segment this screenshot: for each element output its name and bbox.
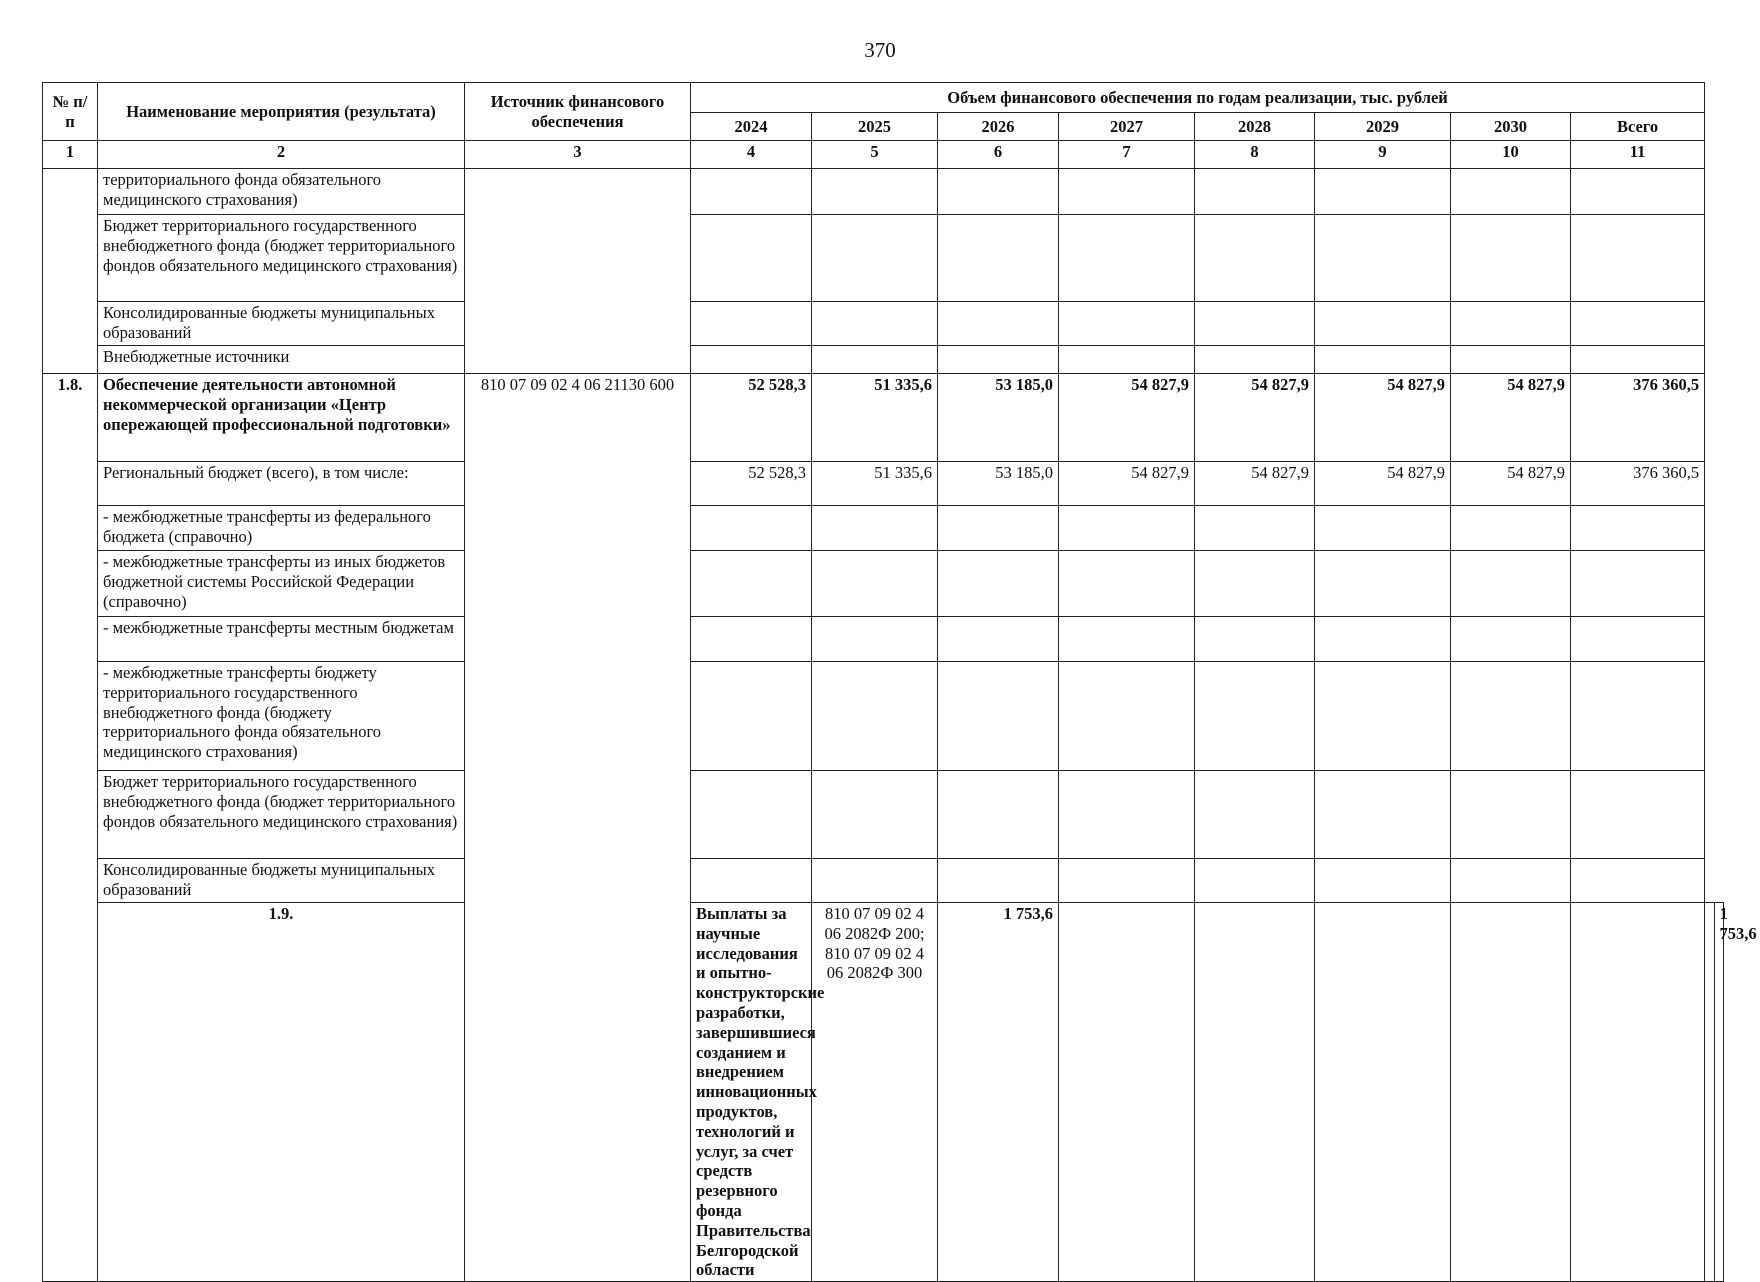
total-cell: 376 360,5 — [1571, 374, 1705, 462]
col-number: 11 — [1571, 141, 1705, 169]
col-header-name: Наименование мероприятия (результата) — [98, 83, 465, 141]
col-header-total: Всего — [1571, 113, 1705, 141]
row-label: Бюджет территориального государственного внебюджетного фонда (бюджет территориального фондов обязательного медицинского страхования) — [98, 215, 465, 302]
table-row — [43, 903, 1724, 1282]
row-label: Региональный бюджет (всего), в том числе: — [98, 462, 465, 506]
col-number: 5 — [812, 141, 938, 169]
value-cell: 52 528,3 — [691, 462, 812, 506]
col-header-year: 2030 — [1451, 113, 1571, 141]
row-label: Консолидированные бюджеты муниципальных образований — [98, 302, 465, 346]
value-cell: 53 185,0 — [938, 462, 1059, 506]
col-header-year: 2026 — [938, 113, 1059, 141]
col-header-year: 2025 — [812, 113, 938, 141]
table-row — [43, 462, 1724, 506]
item-source-line: 810 07 09 02 4 06 2082Ф 200; — [824, 904, 925, 943]
row-label: Бюджет территориального государственного внебюджетного фонда (бюджет территориального фондов обязательного медицинского страхования) — [98, 771, 465, 859]
table-row — [43, 617, 1724, 662]
col-header-year: 2028 — [1195, 113, 1315, 141]
value-cell: 51 335,6 — [812, 374, 938, 462]
value-cell: 54 827,9 — [1195, 374, 1315, 462]
index-cell-empty — [43, 169, 98, 374]
table-row — [43, 662, 1724, 771]
col-number: 4 — [691, 141, 812, 169]
col-header-year: 2027 — [1059, 113, 1195, 141]
value-cell: 54 827,9 — [1059, 374, 1195, 462]
col-header-volume: Объем финансового обеспечения по годам реализации, тыс. рублей — [691, 83, 1705, 113]
row-label: - межбюджетные трансферты бюджету территориального государственного внебюджетного фонда (бюджету территориального фонда обязательного медицинского страхования) — [98, 662, 465, 771]
item-index: 1.8. — [43, 374, 98, 1282]
table-row — [43, 506, 1724, 551]
col-number: 6 — [938, 141, 1059, 169]
col-header-source: Источник финансового обеспечения — [465, 83, 691, 141]
value-cell: 54 827,9 — [1315, 462, 1451, 506]
total-cell: 1 753,6 — [1714, 903, 1723, 1282]
item-source — [812, 903, 938, 1282]
row-label: территориального фонда обязательного медицинского страхования) — [98, 169, 465, 215]
col-number: 1 — [43, 141, 98, 169]
financing-table — [42, 82, 1757, 1282]
row-label: - межбюджетные трансферты местным бюджетам — [98, 617, 465, 662]
row-label: - межбюджетные трансферты из иных бюджетов бюджетной системы Российской Федерации (справочно) — [98, 551, 465, 617]
table-row — [43, 346, 1724, 374]
item-index: 1.9. — [98, 903, 465, 1282]
row-label: - межбюджетные трансферты из федерального бюджета (справочно) — [98, 506, 465, 551]
col-number: 10 — [1451, 141, 1571, 169]
value-cell: 54 827,9 — [1451, 374, 1571, 462]
value-cell: 54 827,9 — [1059, 462, 1195, 506]
value-cell: 51 335,6 — [812, 462, 938, 506]
page-number: 370 — [864, 38, 896, 62]
value-cell: 1 753,6 — [938, 903, 1059, 1282]
col-header-year: 2029 — [1315, 113, 1451, 141]
col-number: 8 — [1195, 141, 1315, 169]
value-cell: 52 528,3 — [691, 374, 812, 462]
col-number: 3 — [465, 141, 691, 169]
value-cell: 54 827,9 — [1315, 374, 1451, 462]
table-row — [43, 551, 1724, 617]
value-cell: 54 827,9 — [1195, 462, 1315, 506]
row-label: Консолидированные бюджеты муниципальных образований — [98, 859, 465, 903]
source-cell-empty — [465, 169, 691, 374]
row-label: Внебюджетные источники — [98, 346, 465, 374]
total-cell: 376 360,5 — [1571, 462, 1705, 506]
table-row — [43, 771, 1724, 859]
col-number: 9 — [1315, 141, 1451, 169]
col-header-no: № п/п — [43, 83, 98, 141]
table-row — [43, 302, 1724, 346]
col-number: 2 — [98, 141, 465, 169]
table-row — [43, 859, 1724, 903]
item-title: Выплаты за научные исследования и опытно-конструкторские разработки, завершившиеся созданием и внедрением инновационных продуктов, технологий и услуг, за счет средств резервного фонда Правительства Белгородской области — [691, 903, 812, 1282]
item-source: 810 07 09 02 4 06 21130 600 — [465, 374, 691, 1282]
table-row — [43, 169, 1724, 215]
value-cell: 54 827,9 — [1451, 462, 1571, 506]
table-row — [43, 374, 1724, 462]
col-header-year: 2024 — [691, 113, 812, 141]
value-cell: 53 185,0 — [938, 374, 1059, 462]
table-row — [43, 215, 1724, 302]
item-title: Обеспечение деятельности автономной некоммерческой организации «Центр опережающей профессиональной подготовки» — [98, 374, 465, 462]
col-number: 7 — [1059, 141, 1195, 169]
item-source-line: 810 07 09 02 4 06 2082Ф 300 — [825, 943, 924, 983]
